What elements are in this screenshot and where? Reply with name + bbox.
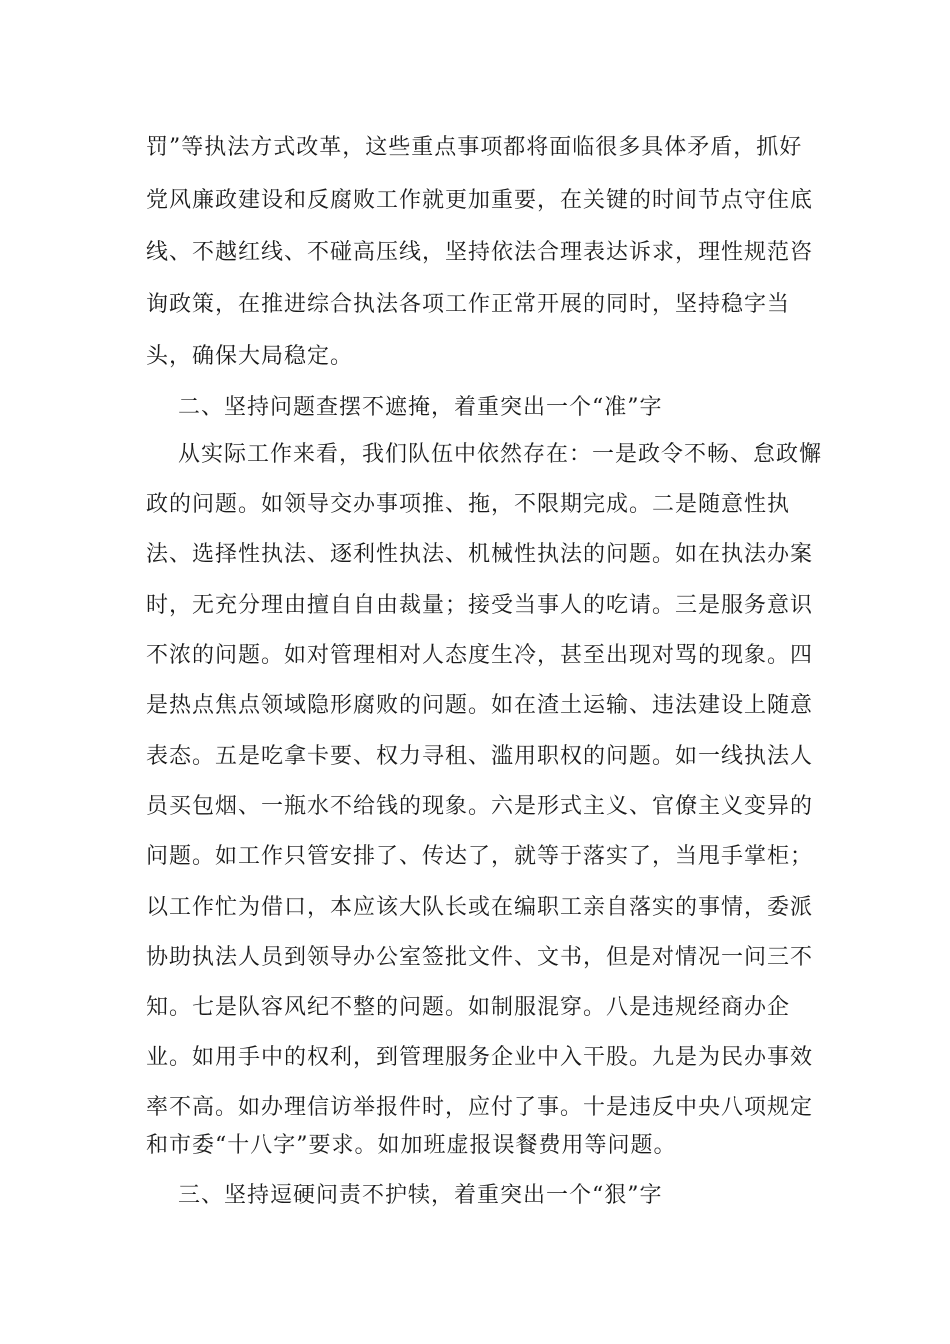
- text-line: 是热点焦点领域隐形腐败的问题。如在渣土运输、违法建设上随意: [146, 693, 814, 718]
- text-line: 员买包烟、一瓶水不给钱的现象。六是形式主义、官僚主义变异的: [146, 794, 814, 819]
- text-line: 线、不越红线、不碰高压线，坚持依法合理表达诉求，理性规范咨: [146, 240, 814, 265]
- section-heading: 三、坚持逗硬问责不护犊，着重突出一个“狠”字: [178, 1183, 663, 1208]
- text-line: 以工作忙为借口，本应该大队长或在编职工亲自落实的事情，委派: [146, 895, 814, 920]
- text-line: 党风廉政建设和反腐败工作就更加重要，在关键的时间节点守住底: [146, 188, 814, 213]
- text-line: 协助执法人员到领导办公室签批文件、文书，但是对情况一问三不: [146, 945, 814, 970]
- text-line: 表态。五是吃拿卡要、权力寻租、滥用职权的问题。如一线执法人: [146, 744, 814, 769]
- text-line: 率不高。如办理信访举报件时，应付了事。十是违反中央八项规定: [146, 1095, 814, 1120]
- text-line: 询政策，在推进综合执法各项工作正常开展的同时，坚持稳字当: [146, 292, 791, 317]
- text-line: 政的问题。如领导交办事项推、拖，不限期完成。二是随意性执: [146, 492, 791, 517]
- text-line: 和市委“十八字”要求。如加班虚报误餐费用等问题。: [146, 1133, 677, 1158]
- text-line: 不浓的问题。如对管理相对人态度生冷，甚至出现对骂的现象。四: [146, 643, 814, 668]
- text-line: 问题。如工作只管安排了、传达了，就等于落实了，当甩手掌柜；: [146, 844, 814, 869]
- text-line: 头，确保大局稳定。: [146, 344, 354, 369]
- text-line: 从实际工作来看，我们队伍中依然存在：一是政令不畅、怠政懈: [178, 442, 823, 467]
- text-line: 时，无充分理由擅自自由裁量；接受当事人的吃请。三是服务意识: [146, 593, 814, 618]
- text-line: 法、选择性执法、逐利性执法、机械性执法的问题。如在执法办案: [146, 542, 814, 567]
- text-line: 业。如用手中的权利，到管理服务企业中入干股。九是为民办事效: [146, 1045, 814, 1070]
- text-line: 罚”等执法方式改革，这些重点事项都将面临很多具体矛盾，抓好: [146, 135, 803, 160]
- section-heading: 二、坚持问题查摆不遮掩，着重突出一个“准”字: [178, 395, 663, 420]
- text-line: 知。七是队容风纪不整的问题。如制服混穿。八是违规经商办企: [146, 995, 791, 1020]
